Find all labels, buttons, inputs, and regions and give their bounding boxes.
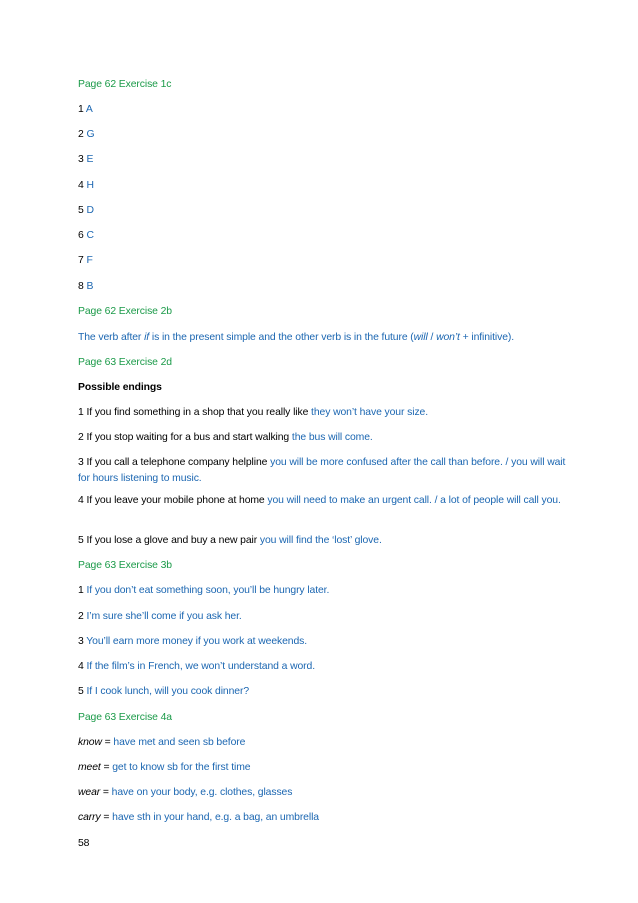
definition-item: [78, 761, 568, 775]
list-item: [78, 455, 566, 487]
section-heading: Page 63 Exercise 2d: [78, 357, 172, 368]
definition-item: [78, 811, 568, 825]
list-item: [78, 280, 568, 294]
list-item: [78, 204, 568, 218]
list-item: [78, 103, 568, 117]
item-answer: I’m sure she’ll come if you ask her.: [86, 611, 242, 622]
item-answer: you will be more confused after the call than before. / you will wait for hours listening to music.: [78, 457, 566, 484]
item-answer: C: [86, 230, 94, 241]
item-number: 1: [78, 104, 84, 115]
item-answer: A: [85, 104, 93, 115]
item-number: 2: [78, 611, 87, 622]
text-run: is in the present simple and the other verb is in the future (: [149, 332, 414, 343]
section-heading: Page 62 Exercise 1c: [78, 79, 172, 90]
item-number: 1: [78, 585, 87, 596]
list-item: [78, 493, 566, 509]
item-number: 4: [78, 180, 84, 191]
definition-item: [78, 736, 568, 750]
section-heading: Page 62 Exercise 2b: [78, 306, 172, 317]
list-item: [78, 431, 568, 445]
list-item: [78, 229, 568, 243]
list-item: [78, 179, 568, 193]
equals-sign: =: [101, 737, 114, 748]
item-answer: you will need to make an urgent call. / a lot of people will call you.: [267, 495, 561, 506]
item-answer: F: [86, 255, 93, 266]
item-answer: E: [86, 154, 94, 165]
list-item: [78, 610, 568, 624]
definition-text: have sth in your hand, e.g. a bag, an umbrella: [112, 812, 319, 823]
item-number: 5: [78, 686, 87, 697]
defined-word: meet: [78, 762, 101, 773]
definition-item: [78, 786, 568, 800]
text-run: The verb after: [78, 332, 145, 343]
item-prompt: 3 If you call a telephone company helpline: [78, 457, 271, 468]
section-heading: Page 63 Exercise 3b: [78, 560, 172, 571]
item-answer: the bus will come.: [291, 432, 373, 443]
list-item: [78, 660, 568, 674]
item-answer: you will find the ‘lost’ glove.: [259, 535, 382, 546]
list-item: [78, 153, 568, 167]
list-item: [78, 406, 568, 420]
item-number: 5: [78, 205, 84, 216]
item-answer: H: [86, 180, 94, 191]
item-prompt: 4 If you leave your mobile phone at home: [78, 495, 268, 506]
list-item: [78, 254, 568, 268]
item-answer: If you don’t eat something soon, you’ll be hungry later.: [86, 585, 330, 596]
item-answer: D: [86, 205, 94, 216]
list-item: [78, 635, 568, 649]
list-item: [78, 534, 568, 548]
item-number: 4: [78, 661, 87, 672]
list-item: [78, 685, 568, 699]
definition-text: have met and seen sb before: [113, 737, 246, 748]
item-answer: If I cook lunch, will you cook dinner?: [86, 686, 250, 697]
item-number: 7: [78, 255, 84, 266]
text-run: + infinitive).: [459, 332, 515, 343]
item-answer: G: [86, 129, 95, 140]
list-item: [78, 584, 568, 598]
item-prompt: 5 If you lose a glove and buy a new pair: [78, 535, 260, 546]
definition-text: have on your body, e.g. clothes, glasses: [111, 787, 293, 798]
section-heading: Page 63 Exercise 4a: [78, 712, 172, 723]
defined-word: know: [78, 737, 102, 748]
item-answer: they won’t have your size.: [311, 407, 429, 418]
item-answer: B: [86, 281, 94, 292]
item-number: 8: [78, 281, 84, 292]
definition-text: get to know sb for the first time: [112, 762, 251, 773]
item-answer: If the film’s in French, we won’t understand a word.: [86, 661, 315, 672]
text-run-italic: won’t: [436, 332, 460, 343]
text-run: /: [427, 332, 437, 343]
page-number: 58: [78, 838, 90, 849]
item-prompt: 2 If you stop waiting for a bus and start walking: [78, 432, 292, 443]
list-item: [78, 128, 568, 142]
equals-sign: =: [100, 812, 113, 823]
text-run-italic: if: [144, 332, 150, 343]
item-number: 3: [78, 154, 84, 165]
text-run-italic: will: [413, 332, 428, 343]
explanation-text: [78, 331, 568, 345]
subheading: Possible endings: [78, 382, 162, 393]
item-prompt: 1 If you find something in a shop that you really like: [78, 407, 312, 418]
defined-word: carry: [78, 812, 101, 823]
equals-sign: =: [100, 787, 112, 798]
item-number: 6: [78, 230, 84, 241]
item-answer: You’ll earn more money if you work at weekends.: [86, 636, 308, 647]
item-number: 3: [78, 636, 87, 647]
item-number: 2: [78, 129, 84, 140]
defined-word: wear: [78, 787, 101, 798]
equals-sign: =: [100, 762, 113, 773]
